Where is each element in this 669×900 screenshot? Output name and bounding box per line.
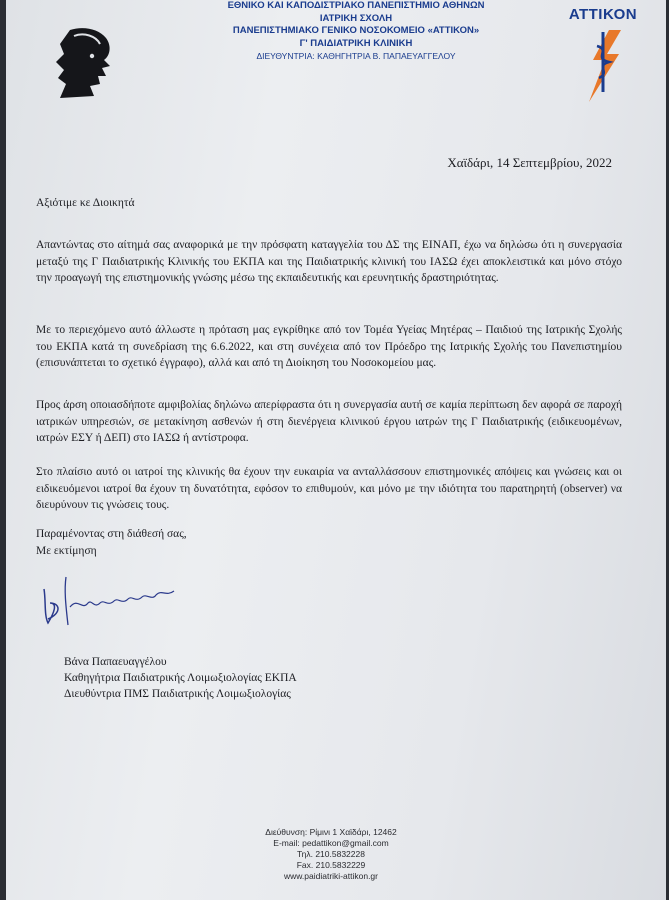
athena-head-icon — [50, 26, 120, 100]
closing-line: Παραμένοντας στη διάθεσή σας, — [36, 528, 187, 540]
closing-regards: Με εκτίμηση — [36, 544, 97, 557]
signer-name: Βάνα Παπαευαγγέλου — [64, 656, 167, 668]
body-paragraph: Στο πλαίσιο αυτό οι ιατροί της κλινικής θα έχουν την ευκαιρία να ανταλλάσσουν επιστημονικές απόψεις και γνώσεις και οι ειδικευόμενοι ιατροί θα έχουν τη δυνατότητα, εφόσον το επιθυμούν, και μόνο με την ιδιότητα του παρατηρητή (observer) να διευρύνουν τις γνώσεις τους. — [36, 466, 622, 511]
footer-website: www.paidiatriki-attikon.gr — [283, 871, 378, 881]
letterhead-school: ΙΑΤΡΙΚΗ ΣΧΟΛΗ — [319, 12, 393, 24]
footer-contact — [206, 827, 456, 882]
footer-email: E-mail: pedattikon@gmail.com — [273, 838, 389, 848]
salutation: Αξιότιμε κε Διοικητά — [36, 197, 135, 209]
body-paragraph: Με το περιεχόμενο αυτό άλλωστε η πρόταση μας εγκρίθηκε από τον Τομέα Υγείας Μητέρας – Παιδιού της Ιατρικής Σχολής του ΕΚΠΑ κατά τη συνεδρίαση της 6.6.2022, και στη συνέχεια από τον Πρόεδρο της Ιατρικής Σχολής του Πανεπιστημίου (επισυνάπτεται το σχετικό έγγραφο), αλλά και από τη Διοίκηση του Νοσοκομείου μας. — [36, 324, 622, 369]
signer-block — [64, 654, 297, 702]
body-paragraph: Απαντώντας στο αίτημά σας αναφορικά με την πρόσφατη καταγγελία του ΔΣ της ΕΙΝΑΠ, έχω να δηλώσω ότι η συνεργασία μεταξύ της Γ Παιδιατρικής Κλινικής του ΕΚΠΑ και της Παιδιατρικής κλινική του ΙΑΣΩ έχει αποκλειστικά και μόνο στόχο την προαγωγή της επιστημονικής γνώσης μέσω της εκπαιδευτικής και ερευνητικής δραστηριότητας. — [36, 239, 622, 284]
letterhead-clinic: Γ' ΠΑΙΔΙΑΤΡΙΚΗ ΚΛΙΝΙΚΗ — [299, 37, 413, 49]
letterhead-hospital: ΠΑΝΕΠΙΣΤΗΜΙΑΚΟ ΓΕΝΙΚΟ ΝΟΣΟΚΟΜΕΙΟ «ΑΤΤΙΚΟΝ» — [232, 25, 480, 36]
letterhead-director: ΔΙΕΥΘΥΝΤΡΙΑ: ΚΑΘΗΓΗΤΡΙΑ Β. ΠΑΠΑΕΥΑΓΓΕΛΟΥ — [256, 51, 456, 61]
letterhead — [156, 0, 556, 63]
footer-address: Διεύθυνση: Ρίμινι 1 Χαϊδάρι, 12462 — [265, 827, 397, 837]
letter-date: Χαϊδάρι, 14 Σεπτεμβρίου, 2022 — [447, 155, 612, 170]
closing — [36, 526, 187, 559]
handwritten-signature — [36, 567, 181, 637]
body-paragraph: Προς άρση οποιασδήποτε αμφιβολίας δηλώνω απερίφραστα ότι η συνεργασία αυτή σε καμία περίπτωση δεν αφορά σε παροχή ιατρικών υπηρεσιών, σε μετακίνηση ασθενών ή στη διενέργεια κλινικού έργου ιατρών της Γ Παιδιατρικής (ειδικευομένων, ιατρών ΕΣΥ ή ΔΕΠ) στο ΙΑΣΩ ή αντίστροφα. — [36, 399, 622, 444]
signer-title: Διευθύντρια ΠΜΣ Παιδιατρικής Λοιμωξιολογίας — [64, 688, 291, 700]
attikon-brand: ΑΤΤΙΚΟΝ — [568, 6, 638, 23]
letterhead-university: ΕΘΝΙΚΟ ΚΑΙ ΚΑΠΟΔΙΣΤΡΙΑΚΟ ΠΑΝΕΠΙΣΤΗΜΙΟ ΑΘΗΝΩΝ — [227, 0, 485, 11]
signer-title: Καθηγήτρια Παιδιατρικής Λοιμωξιολογίας ΕΚΠΑ — [64, 672, 297, 684]
attikon-bolt-staff-icon — [563, 6, 643, 116]
footer-phone: Τηλ. 210.5832228 — [297, 849, 365, 859]
footer-fax: Fax. 210.5832229 — [296, 860, 366, 870]
letter-page — [6, 0, 666, 900]
